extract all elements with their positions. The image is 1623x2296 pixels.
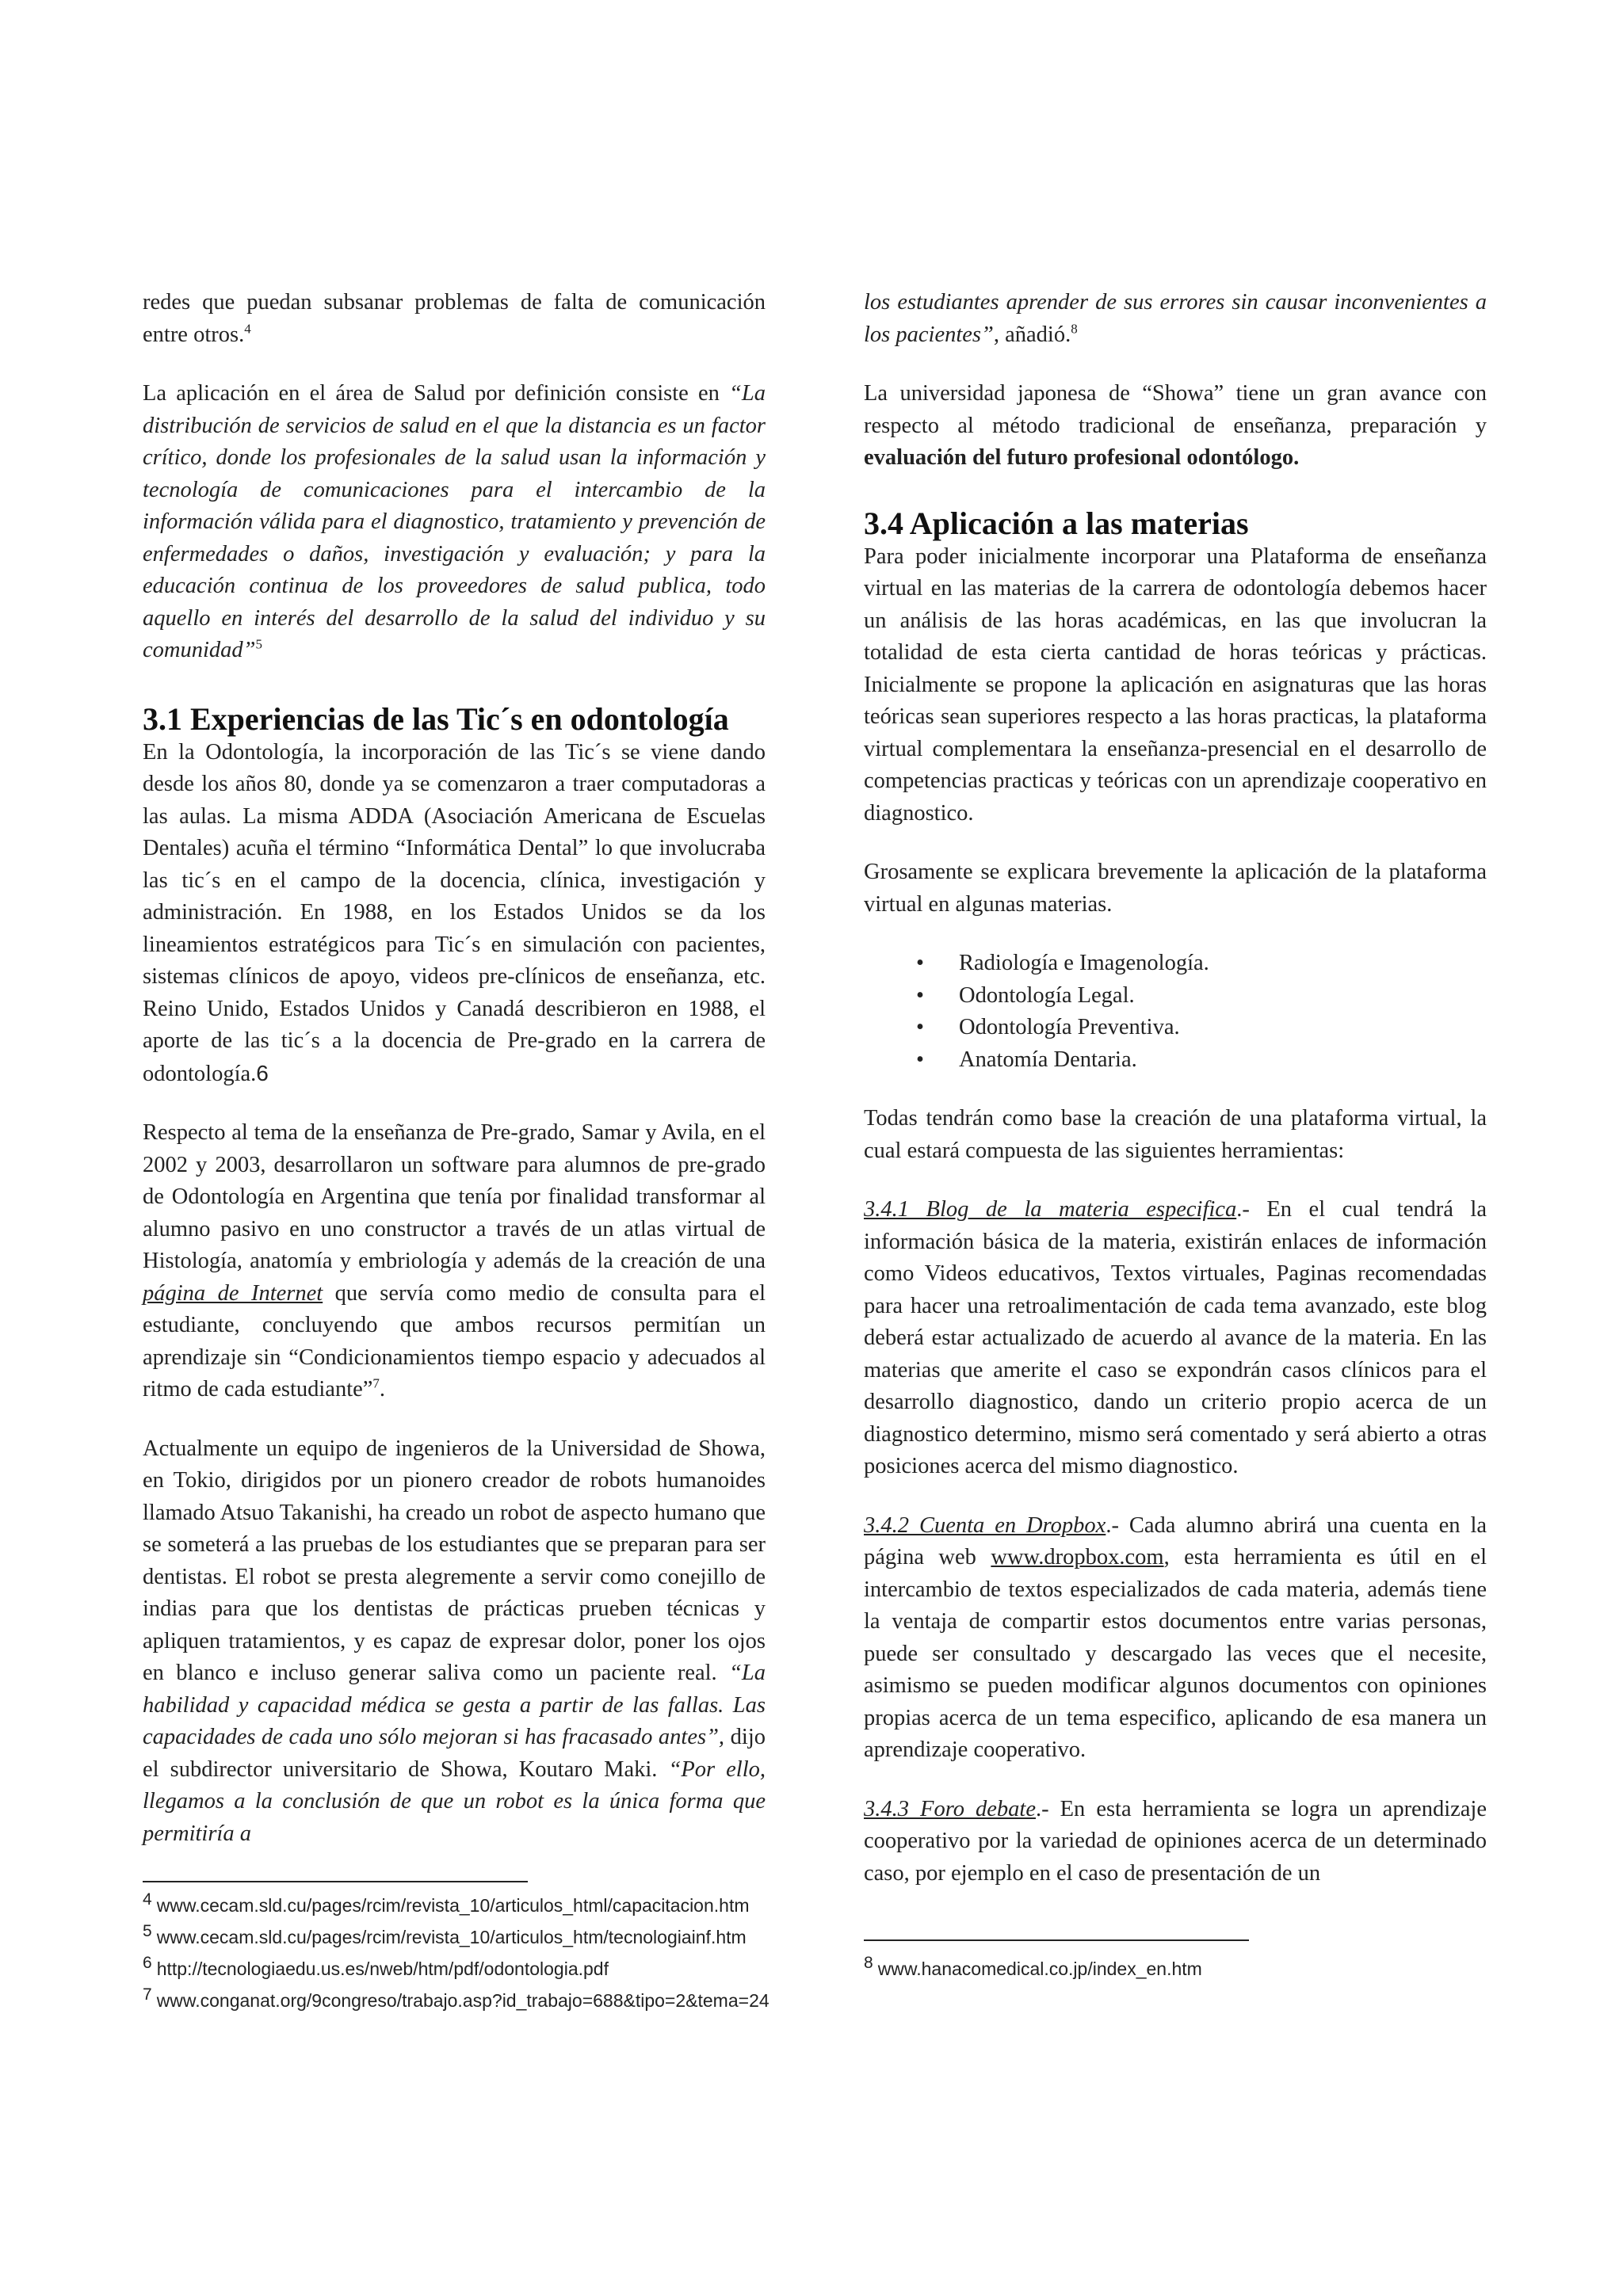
bullet-icon: • bbox=[916, 1047, 924, 1072]
footnote-ref-8: 8 bbox=[1071, 321, 1078, 336]
footnote-ref-7: 7 bbox=[372, 1375, 380, 1391]
bullet-icon: • bbox=[916, 1015, 924, 1039]
subsection-title-3-4-2: 3.4.2 Cuenta en Dropbox bbox=[864, 1512, 1106, 1538]
paragraph-definition: La aplicación en el área de Salud por definición consiste en “La distribución de servicios de salud en el que la distancia es un factor crítico, donde los profesionales de la salud usan la información y tecnología de comunicaciones para el intercambio de la información válida para el diagnostico, tratamiento y prevención de enfermedades o daños, investigación y evaluación; y para la educación continua de los proveedores de salud publica, todo aquello en interés del desarrollo de la salud del individuo y su comunidad”$^5$ bbox=[143, 381, 766, 662]
subject-list bbox=[864, 948, 1487, 1076]
paragraph-todas: Todas tendrán como base la creación de una plataforma virtual, la cual estará compuesta de las siguientes herramientas: bbox=[864, 1106, 1487, 1163]
internet-page-link[interactable]: página de Internet bbox=[143, 1280, 323, 1306]
definition-quote: “La distribución de servicios de salud en el que la distancia es un factor crítico, donde los profesionales de la salud usan la información y tecnología de comunicaciones para el intercambio de la información válida para el diagnostico, tratamiento y prevención de enfermedades o daños, investigación y evaluación; y para la educación continua de los proveedores de salud publica, todo aquello en interés del desarrollo de la salud del individuo y su comunidad” bbox=[143, 381, 766, 662]
paragraph-aplicacion: Para poder inicialmente incorporar una Plataforma de enseñanza virtual en las materias de la carrera de odontología debemos hacer un análisis de las horas académicas, en las que involucran la totalidad de esta cierta cantidad de horas teóricas y prácticas. Inicialmente se propone la aplicación en asignaturas que las horas teóricas sean superiores respecto a las horas practicas, la plataforma virtual complementara la enseñanza-presencial en el desarrollo de competencias practicas y teóricas con un aprendizaje cooperativo en diagnostico. bbox=[864, 543, 1487, 826]
robot-quote-2: “Por ello, llegamos a la conclusión de que un robot es la única forma que permitiría a bbox=[143, 1756, 766, 1846]
paragraph-continued-quote: los estudiantes aprender de sus errores sin causar inconvenientes a los pacientes”, añadió.$^8$ bbox=[864, 290, 1487, 347]
paragraph-grosamente: Grosamente se explicara brevemente la aplicación de la plataforma virtual en algunas materias. bbox=[864, 860, 1487, 917]
section-heading-3-1: 3.1 Experiencias de las Tic´s en odontología bbox=[143, 700, 729, 737]
list-item: • Odontología Preventiva. bbox=[864, 1012, 1487, 1044]
footnote-ref-4: 4 bbox=[244, 321, 251, 336]
footnote-6: 6 http://tecnologiaedu.us.es/nweb/htm/pdf/odontologia.pdf bbox=[143, 1954, 609, 1979]
footnote-5: 5 www.cecam.sld.cu/pages/rcim/revista_10/articulos_htm/tecnologiainf.htm bbox=[143, 1922, 747, 1947]
subsection-title-3-4-3: 3.4.3 Foro debate bbox=[864, 1796, 1036, 1821]
paragraph-experiencias: En la Odontología, la incorporación de las Tic´s se viene dando desde los años 80, donde ya se comenzaron a traer computadoras a las aulas. La misma ADDA (Asociación Americana de Escuelas Dentales) acuña el término “Informática Dental” lo que involucraba las tic´s en el campo de la docencia, clínica, investigación y administración. En 1988, en los Estados Unidos se da los lineamientos estratégicos para Tic´s en simulación con pacientes, sistemas clínicos de apoyo, videos pre-clínicos de enseñanza, etc. Reino Unido, Estados Unidos y Canadá describieron en 1988, el aporte de las tic´s a la docencia de Pre-grado en la carrera de odontología.6 bbox=[143, 739, 766, 1086]
paragraph-3-4-3: 3.4.3 Foro debate.- En esta herramienta se logra un aprendizaje cooperativo por la variedad de opiniones acerca de un determinado caso, por ejemplo en el caso de presentación de un bbox=[864, 1796, 1487, 1886]
footnote-ref-5: 5 bbox=[255, 636, 262, 652]
footnote-7: 7 www.conganat.org/9congreso/trabajo.asp?id_trabajo=688&tipo=2&tema=24 bbox=[143, 1985, 769, 2011]
section-heading-3-4: 3.4 Aplicación a las materias bbox=[864, 505, 1249, 541]
bullet-icon: • bbox=[916, 982, 924, 1008]
list-item: • Odontología Legal. bbox=[864, 980, 1487, 1013]
robot-quote-1: “La habilidad y capacidad médica se gesta a partir de las fallas. Las capacidades de cada uno sólo mejoran si has fracasado antes”, bbox=[143, 1661, 766, 1749]
dropbox-link[interactable]: www.dropbox.com bbox=[991, 1545, 1164, 1569]
paragraph-continued: redes que puedan subsanar problemas de falta de comunicación entre otros.$^4$ bbox=[143, 290, 766, 347]
footnote-separator-left bbox=[143, 1881, 528, 1882]
paragraph-showa: La universidad japonesa de “Showa” tiene un gran avance con respecto al método tradicional de enseñanza, preparación y evaluación del futuro profesional odontólogo. bbox=[864, 381, 1487, 470]
footnote-8: 8 www.hanacomedical.co.jp/index_en.htm bbox=[864, 1954, 1202, 1979]
subsection-title-3-4-1: 3.4.1 Blog de la materia especifica bbox=[864, 1197, 1237, 1222]
footnote-ref-6: 6 bbox=[256, 1060, 269, 1085]
paragraph-3-4-2: 3.4.2 Cuenta en Dropbox.- Cada alumno abrirá una cuenta en la página web www.dropbox.com, esta herramienta es útil en el intercambio de textos especializados de cada materia, además tiene la ventaja de compartir estos documentos entre varias personas, puede ser consultado y descargado las veces que el necesite, asimismo se pueden modificar algunos documentos con opiniones propias acerca de un tema especifico, aplicando de esa manera un aprendizaje cooperativo. bbox=[864, 1512, 1487, 1762]
list-item: • Radiología e Imagenología. bbox=[864, 948, 1487, 980]
paragraph-3-4-1: 3.4.1 Blog de la materia especifica.- En el cual tendrá la información básica de la materia, existirán enlaces de información como Videos educativos, Textos virtuales, Paginas recomendadas para hacer una retroalimentación de cada tema avanzado, este blog deberá estar actualizado de acuerdo al avance de la materia. En las materias que amerite el caso se expondrán casos clínicos para el desarrollo diagnostico, dando un criterio propio acerca de un diagnostico determino, mismo será comentado y será abierto a otras posiciones acerca del mismo diagnostico. bbox=[864, 1197, 1487, 1478]
list-item: • Anatomía Dentaria. bbox=[864, 1044, 1487, 1077]
right-column bbox=[864, 287, 1487, 1890]
footnote-4: 4 www.cecam.sld.cu/pages/rcim/revista_10/articulos_html/capacitacion.htm bbox=[143, 1890, 750, 1916]
footnote-separator-right bbox=[864, 1939, 1249, 1941]
paragraph-robot: Actualmente un equipo de ingenieros de la Universidad de Showa, en Tokio, dirigidos por un pionero creador de robots humanoides llamado Atsuo Takanishi, ha creado un robot de aspecto humano que se someterá a las pruebas de los estudiantes que se preparan para ser dentistas. El robot se presta alegremente a servir como conejillo de indias para que los dentistas de prácticas prueben técnicas y apliquen tratamientos, y es capaz de expresar dolor, poner los ojos en blanco e incluso generar saliva como un paciente real. “La habilidad y capacidad médica se gesta a partir de las fallas. Las capacidades de cada uno sólo mejoran si has fracasado antes”, dijo el subdirector universitario de Showa, Koutaro Maki. “Por ello, llegamos a la conclusión de que un robot es la única forma que permitiría a bbox=[143, 1436, 766, 1846]
paragraph-pregrado: Respecto al tema de la enseñanza de Pre-grado, Samar y Avila, en el 2002 y 2003, desarrollaron un software para alumnos de pre-grado de Odontología en Argentina que tenía por finalidad transformar al alumno pasivo en uno constructor a través de un atlas virtual de Histología, anatomía y embriología y además de la creación de una página de Internet que servía como medio de consulta para el estudiante, concluyendo que ambos recursos permitían un aprendizaje sin “Condicionamientos tiempo espacio y adecuados al ritmo de cada estudiante”$^7$. bbox=[143, 1120, 766, 1402]
left-column bbox=[143, 287, 766, 1850]
bullet-icon: • bbox=[916, 951, 924, 975]
